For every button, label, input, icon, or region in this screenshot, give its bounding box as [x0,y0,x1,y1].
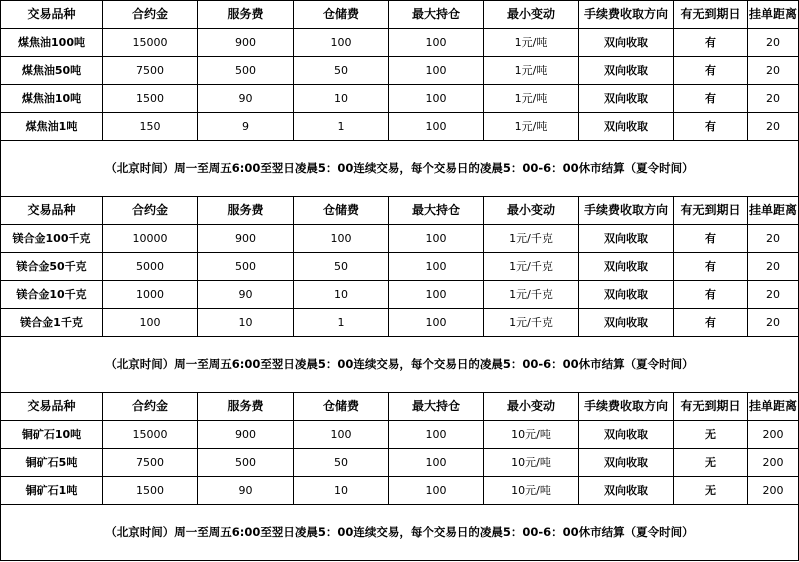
service-fee-cell: 90 [198,477,294,505]
fee-direction-cell: 双向收取 [579,477,674,505]
column-header: 手续费收取方向 [579,393,674,421]
column-header: 最小变动 [484,1,579,29]
storage-fee-cell: 1 [294,113,389,141]
product-name-cell: 铜矿石1吨 [1,477,103,505]
storage-fee-cell: 100 [294,421,389,449]
storage-fee-cell: 100 [294,225,389,253]
table-row [1,449,799,477]
order-distance-cell: 200 [748,477,799,505]
table-row [1,421,799,449]
min-tick-cell: 1元/千克 [484,253,579,281]
column-header: 仓储费 [294,197,389,225]
table-row [1,29,799,57]
product-name-cell: 镁合金100千克 [1,225,103,253]
trading-hours-note: （北京时间）周一至周五6:00至翌日凌晨5：00连续交易，每个交易日的凌晨5：00-6：00休市结算（夏令时间） [1,337,799,393]
contract-amount-cell: 7500 [103,449,198,477]
header-row [1,1,799,29]
service-fee-cell: 500 [198,449,294,477]
min-tick-cell: 10元/吨 [484,421,579,449]
order-distance-cell: 20 [748,57,799,85]
column-header: 手续费收取方向 [579,1,674,29]
contract-amount-cell: 10000 [103,225,198,253]
min-tick-cell: 1元/千克 [484,309,579,337]
table-body [1,1,799,561]
column-header: 挂单距离 [748,393,799,421]
expiry-cell: 无 [674,477,748,505]
max-position-cell: 100 [389,225,484,253]
max-position-cell: 100 [389,309,484,337]
order-distance-cell: 200 [748,449,799,477]
service-fee-cell: 500 [198,57,294,85]
fee-direction-cell: 双向收取 [579,113,674,141]
trading-hours-note-row [1,505,799,561]
table-row [1,113,799,141]
service-fee-cell: 10 [198,309,294,337]
storage-fee-cell: 10 [294,477,389,505]
expiry-cell: 有 [674,225,748,253]
storage-fee-cell: 50 [294,57,389,85]
column-header: 合约金 [103,1,198,29]
column-header: 挂单距离 [748,197,799,225]
storage-fee-cell: 10 [294,85,389,113]
column-header: 合约金 [103,197,198,225]
max-position-cell: 100 [389,85,484,113]
product-name-cell: 煤焦油1吨 [1,113,103,141]
product-name-cell: 煤焦油10吨 [1,85,103,113]
trading-hours-note: （北京时间）周一至周五6:00至翌日凌晨5：00连续交易，每个交易日的凌晨5：00-6：00休市结算（夏令时间） [1,141,799,197]
order-distance-cell: 20 [748,281,799,309]
table-row [1,477,799,505]
min-tick-cell: 10元/吨 [484,449,579,477]
trading-hours-note-row [1,141,799,197]
order-distance-cell: 20 [748,225,799,253]
expiry-cell: 有 [674,309,748,337]
order-distance-cell: 20 [748,309,799,337]
min-tick-cell: 1元/吨 [484,85,579,113]
product-name-cell: 镁合金10千克 [1,281,103,309]
contract-amount-cell: 1500 [103,477,198,505]
fee-direction-cell: 双向收取 [579,281,674,309]
table-row [1,281,799,309]
expiry-cell: 有 [674,29,748,57]
product-name-cell: 铜矿石5吨 [1,449,103,477]
header-row [1,197,799,225]
max-position-cell: 100 [389,477,484,505]
column-header: 有无到期日 [674,1,748,29]
storage-fee-cell: 50 [294,253,389,281]
contract-amount-cell: 1000 [103,281,198,309]
storage-fee-cell: 100 [294,29,389,57]
contract-amount-cell: 15000 [103,421,198,449]
product-name-cell: 铜矿石10吨 [1,421,103,449]
min-tick-cell: 1元/千克 [484,281,579,309]
product-name-cell: 镁合金50千克 [1,253,103,281]
expiry-cell: 有 [674,113,748,141]
storage-fee-cell: 50 [294,449,389,477]
column-header: 挂单距离 [748,1,799,29]
expiry-cell: 有 [674,57,748,85]
max-position-cell: 100 [389,421,484,449]
table-row [1,57,799,85]
max-position-cell: 100 [389,253,484,281]
product-name-cell: 煤焦油50吨 [1,57,103,85]
service-fee-cell: 900 [198,225,294,253]
column-header: 最大持仓 [389,1,484,29]
column-header: 交易品种 [1,197,103,225]
fee-direction-cell: 双向收取 [579,225,674,253]
order-distance-cell: 20 [748,253,799,281]
fee-direction-cell: 双向收取 [579,449,674,477]
column-header: 最大持仓 [389,197,484,225]
max-position-cell: 100 [389,281,484,309]
service-fee-cell: 900 [198,29,294,57]
contract-amount-cell: 1500 [103,85,198,113]
column-header: 服务费 [198,197,294,225]
column-header: 手续费收取方向 [579,197,674,225]
trading-hours-note-row [1,337,799,393]
column-header: 最大持仓 [389,393,484,421]
column-header: 合约金 [103,393,198,421]
table-row [1,85,799,113]
service-fee-cell: 9 [198,113,294,141]
contract-amount-cell: 7500 [103,57,198,85]
min-tick-cell: 1元/千克 [484,225,579,253]
product-name-cell: 煤焦油100吨 [1,29,103,57]
min-tick-cell: 1元/吨 [484,113,579,141]
fee-direction-cell: 双向收取 [579,57,674,85]
header-row [1,393,799,421]
column-header: 最小变动 [484,393,579,421]
table-row [1,225,799,253]
max-position-cell: 100 [389,113,484,141]
max-position-cell: 100 [389,57,484,85]
column-header: 服务费 [198,393,294,421]
column-header: 仓储费 [294,393,389,421]
min-tick-cell: 10元/吨 [484,477,579,505]
max-position-cell: 100 [389,29,484,57]
service-fee-cell: 90 [198,85,294,113]
table-row [1,253,799,281]
fee-direction-cell: 双向收取 [579,85,674,113]
storage-fee-cell: 10 [294,281,389,309]
min-tick-cell: 1元/吨 [484,29,579,57]
order-distance-cell: 20 [748,85,799,113]
max-position-cell: 100 [389,449,484,477]
fee-direction-cell: 双向收取 [579,253,674,281]
expiry-cell: 有 [674,85,748,113]
trading-hours-note: （北京时间）周一至周五6:00至翌日凌晨5：00连续交易，每个交易日的凌晨5：00-6：00休市结算（夏令时间） [1,505,799,561]
product-name-cell: 镁合金1千克 [1,309,103,337]
table-row [1,309,799,337]
expiry-cell: 无 [674,421,748,449]
contract-amount-cell: 100 [103,309,198,337]
expiry-cell: 无 [674,449,748,477]
column-header: 有无到期日 [674,393,748,421]
storage-fee-cell: 1 [294,309,389,337]
service-fee-cell: 900 [198,421,294,449]
min-tick-cell: 1元/吨 [484,57,579,85]
column-header: 有无到期日 [674,197,748,225]
fee-direction-cell: 双向收取 [579,309,674,337]
column-header: 仓储费 [294,1,389,29]
order-distance-cell: 20 [748,113,799,141]
fee-direction-cell: 双向收取 [579,421,674,449]
expiry-cell: 有 [674,253,748,281]
column-header: 交易品种 [1,1,103,29]
fee-direction-cell: 双向收取 [579,29,674,57]
expiry-cell: 有 [674,281,748,309]
column-header: 最小变动 [484,197,579,225]
order-distance-cell: 200 [748,421,799,449]
order-distance-cell: 20 [748,29,799,57]
contract-amount-cell: 15000 [103,29,198,57]
contract-amount-cell: 150 [103,113,198,141]
service-fee-cell: 90 [198,281,294,309]
column-header: 交易品种 [1,393,103,421]
column-header: 服务费 [198,1,294,29]
contract-amount-cell: 5000 [103,253,198,281]
service-fee-cell: 500 [198,253,294,281]
